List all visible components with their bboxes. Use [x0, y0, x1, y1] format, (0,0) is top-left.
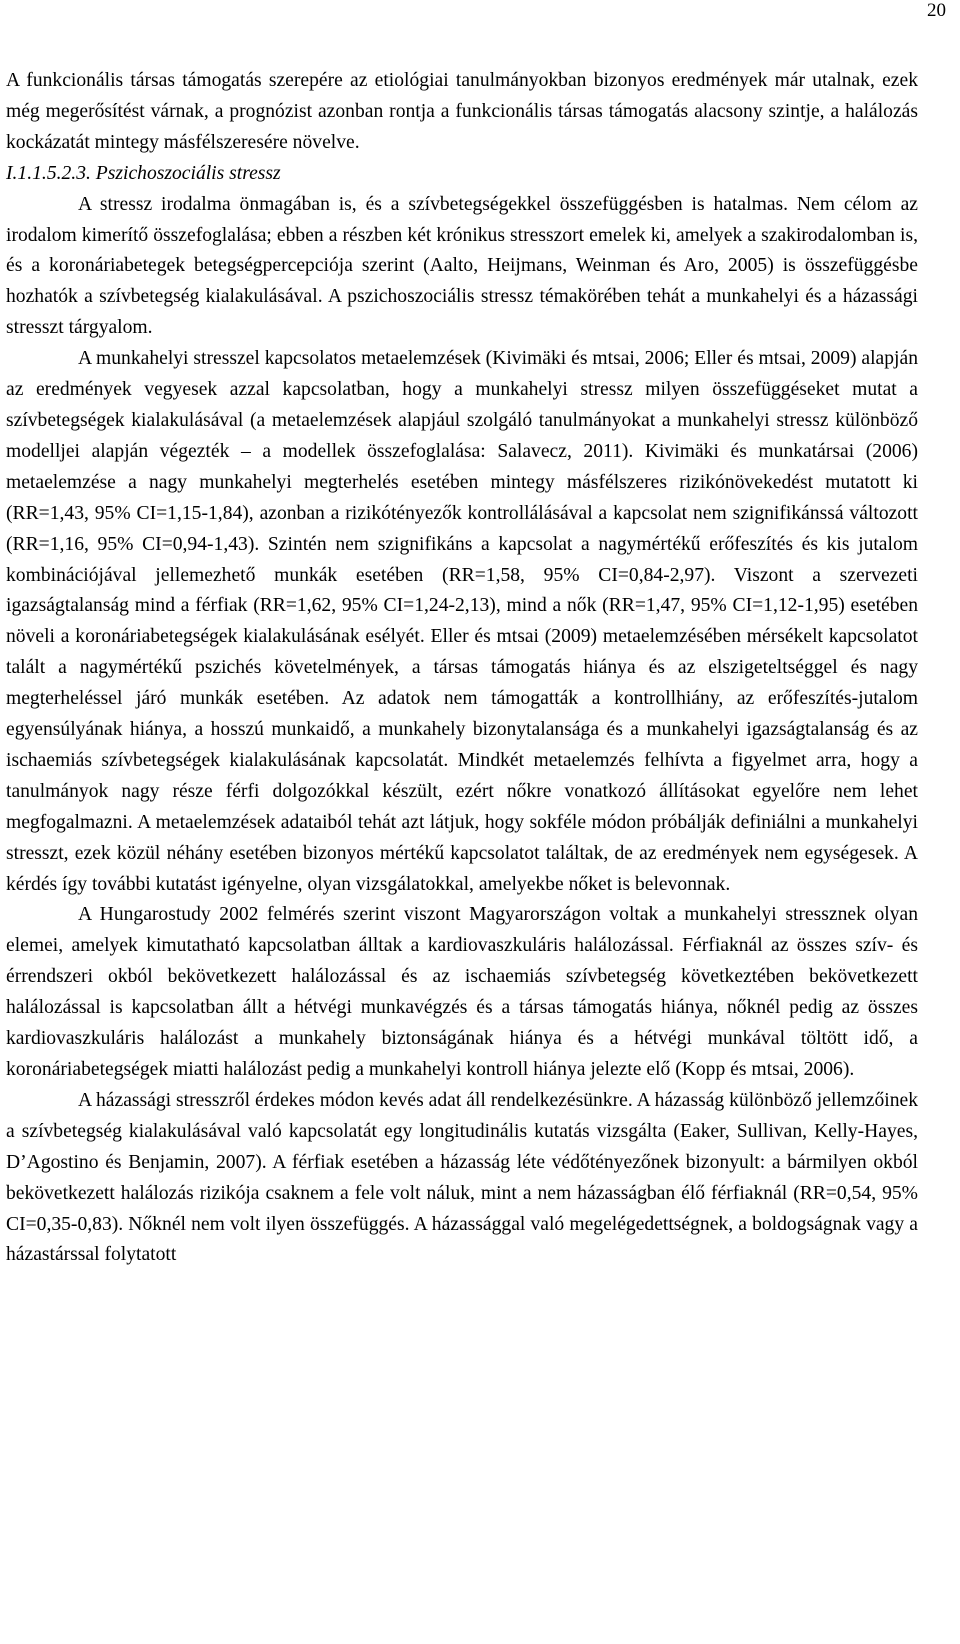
section-heading-psychosocial-stress: I.1.1.5.2.3. Pszichoszociális stressz [6, 162, 281, 184]
body-text [6, 66, 918, 1271]
paragraph-hungarostudy: A Hungarostudy 2002 felmérés szerint viszont Magyarországon voltak a munkahelyi stressznek olyan elemei, amelyek kimutatható kapcsolatban álltak a kardiovaszkuláris halálozással. Férfiaknál az összes szív- és érrendszeri okból bekövetkezett halálozással és az ischaemiás szívbetegség következtében bekövetkezett halálozással is kapcsolatban állt a hétvégi munkavégzés és a társas támogatás hiánya, nőknél pedig az összes kardiovaszkuláris halálozást a munkahely biztonságának hiánya és a hétvégi munkával töltött idő, a koronáriabetegségek miatti halálozást pedig a munkahelyi kontroll hiánya jelezte elő (Kopp és mtsai, 2006). [6, 904, 918, 1080]
paragraph-marital-stress: A házassági stresszről érdekes módon kevés adat áll rendelkezésünkre. A házasság különböző jellemzőinek a szívbetegség kialakulásával való kapcsolatát egy longitudinális kutatás vizsgálta (Eaker, Sullivan, Kelly-Hayes, D’Agostino és Benjamin, 2007). A férfiak esetében a házasság léte védőtényezőnek bizonyult: a bármilyen okból bekövetkezett halálozás rizikója csaknem a fele volt náluk, mint a nem házasságban élő férfiaknál (RR=0,54, 95% CI=0,35-0,83). Nőknél nem volt ilyen összefüggés. A házassággal való megelégedettségnek, a boldogságnak vagy a házastárssal folytatott [6, 1089, 918, 1266]
page-number: 20 [927, 0, 946, 21]
paragraph-workplace-stress-metaanalyses: A munkahelyi stresszel kapcsolatos metaelemzések (Kivimäki és mtsai, 2006; Eller és mtsai, 2009) alapján az eredmények vegyesek azzal kapcsolatban, hogy a munkahelyi stressz milyen összefüggéseket mutat a szívbetegségek kialakulásával (a metaelemzések alapjául szolgáló tanulmányokat a munkahelyi stressz különböző modelljei alapján végezték – a modellek összefoglalása: Salavecz, 2011). Kivimäki és munkatársai (2006) metaelemzése a nagy munkahelyi megterhelés esetében mintegy másfélszeres rizikónövekedést mutatott ki (RR=1,43, 95% CI=1,15-1,84), azonban a rizikótényezők kontrollálásával a kapcsolat nem szignifikánssá változott (RR=1,16, 95% CI=0,94-1,43). Szintén nem szignifikáns a kapcsolat a nagymértékű erőfeszítés és kis jutalom kombinációjával jellemezhető munkák esetében (RR=1,58, 95% CI=0,84-2,97). Viszont a szervezeti igazságtalanság mind a férfiak (RR=1,62, 95% CI=1,24-2,13), mind a nők (RR=1,47, 95% CI=1,12-1,95) esetében növeli a koronáriabetegségek kialakulásának esélyét. Eller és mtsai (2009) metaelemzésében mérsékelt kapcsolatot talált a nagymértékű pszichés követelmények, a társas támogatás hiánya és az elszigeteltséggel és nagy megterheléssel járó munkák esetében. Az adatok nem támogatták a kontrollhiány, az erőfeszítés-jutalom egyensúlyának hiánya, a hosszú munkaidő, a munkahely bizonytalansága és a munkahelyi igazságtalanság és az ischaemiás szívbetegségek kialakulásának kapcsolatát. Mindkét metaelemzés felhívta a figyelmet arra, hogy a tanulmányok nagy része férfi dolgozókkal készült, ezért nőkre vonatkozó állításokat egyelőre nem lehet megfogalmazni. A metaelemzések adataiból tehát azt látjuk, hogy sokféle módon próbálják definiálni a munkahelyi stresszt, ezek közül néhány esetében bizonyos mértékű kapcsolatot találtak, de az eredmények nem egységesek. A kérdés így további kutatást igényelne, olyan vizsgálatokkal, amelyekbe nőket is belevonnak. [6, 348, 918, 895]
paragraph-functional-support: A funkcionális társas támogatás szerepére az etiológiai tanulmányokban bizonyos eredmények már utalnak, ezek még megerősítést várnak, a prognózist azonban rontja a funkcionális társas támogatás alacsony szintje, a halálozás kockázatát mintegy másfélszeresére növelve. [6, 70, 918, 153]
paragraph-stress-intro: A stressz irodalma önmagában is, és a szívbetegségekkel összefüggésben is hatalmas. Nem célom az irodalom kimerítő összefoglalása; ebben a részben két krónikus stresszort emelek ki, amelyek a szakirodalomban is, és a koronáriabetegek betegségpercepciója szerint (Aalto, Heijmans, Weinman és Aro, 2005) is összefüggésbe hozhatók a szívbetegség kialakulásával. A pszichoszociális stressz témakörében tehát a munkahelyi és a házassági stresszt tárgyalom. [6, 193, 918, 339]
